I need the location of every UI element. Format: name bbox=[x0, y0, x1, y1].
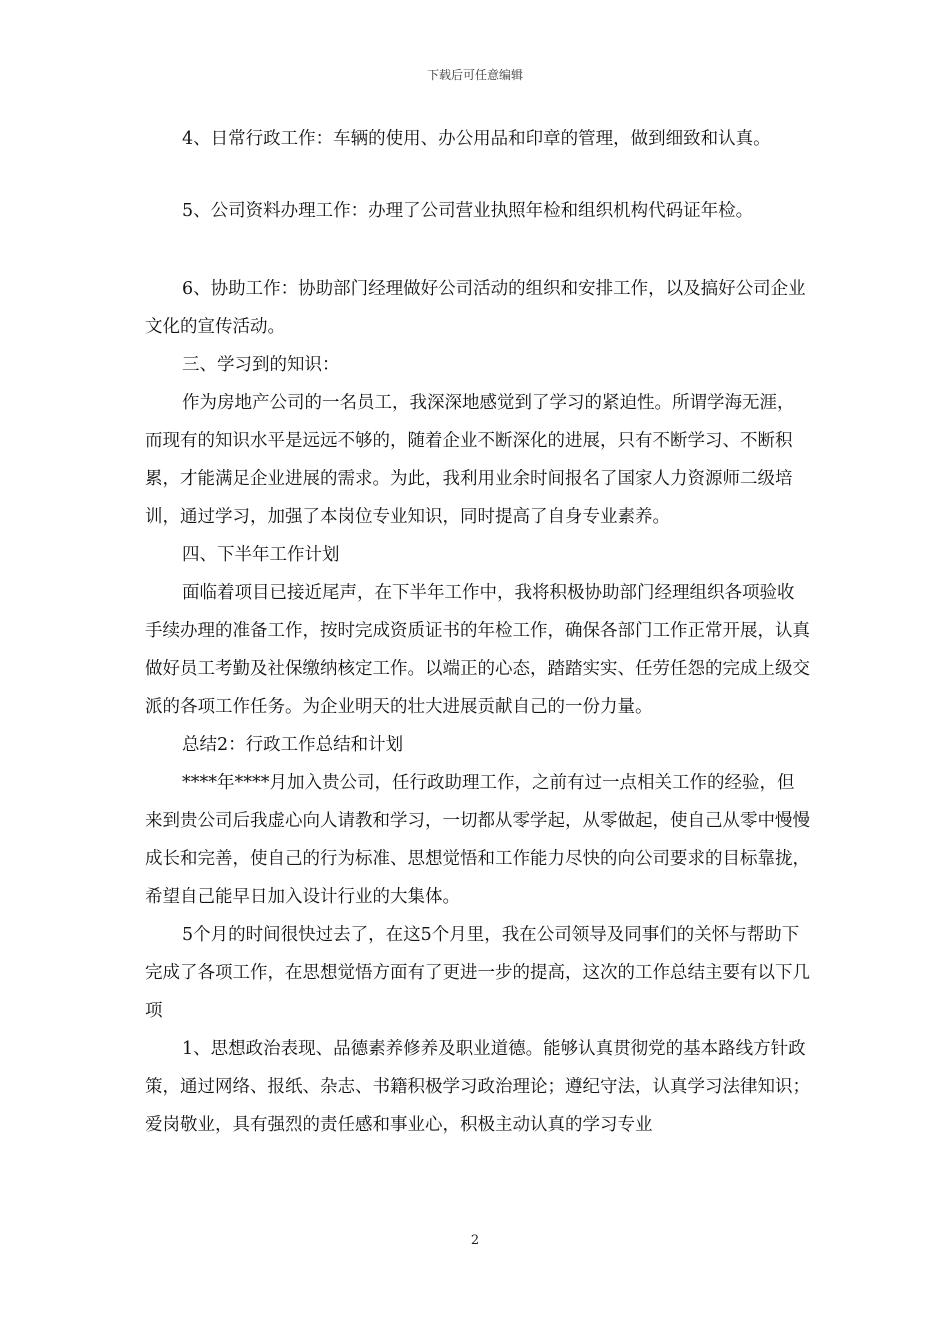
paragraph: 6、协助工作：协助部门经理做好公司活动的组织和安排工作，以及搞好公司企业文化的宣传活动。 bbox=[145, 279, 806, 337]
page-number: 2 bbox=[470, 1233, 480, 1248]
paragraph: 5个月的时间很快过去了，在这5个月里，我在公司领导及同事们的关怀与帮助下完成了各项工作，在思想觉悟方面有了更进一步的提高，这次的工作总结主要有以下几项 bbox=[145, 925, 810, 1021]
section-heading: 三、学习到的知识： bbox=[182, 355, 340, 375]
paragraph: 1、思想政治表现、品德素养修养及职业道德。能够认真贯彻党的基本路线方针政策，通过网络、报纸、杂志、书籍积极学习政治理论；遵纪守法，认真学习法律知识；爱岗敬业，具有强烈的责任感和事业心，积极主动认真的学习专业 bbox=[145, 1039, 810, 1135]
paragraph: 作为房地产公司的一名员工，我深深地感觉到了学习的紧迫性。所谓学海无涯，而现有的知识水平是远远不够的，随着企业不断深化的进展，只有不断学习、不断积累，才能满足企业进展的需求。为此，我利用业余时间报名了国家人力资源师二级培训，通过学习，加强了本岗位专业知识，同时提高了自身专业素养。 bbox=[145, 393, 795, 527]
paragraph: 面临着项目已接近尾声，在下半年工作中，我将积极协助部门经理组织各项验收手续办理的准备工作，按时完成资质证书的年检工作，确保各部门工作正常开展，认真做好员工考勤及社保缴纳核定工作。以端正的心态，踏踏实实、任劳任怨的完成上级交派的各项工作任务。为企业明天的壮大进展贡献自己的一份力量。 bbox=[145, 583, 810, 717]
section-heading: 四、下半年工作计划 bbox=[182, 545, 340, 565]
paragraph: 4、日常行政工作：车辆的使用、办公用品和印章的管理，做到细致和认真。 bbox=[182, 129, 771, 149]
paragraph: ****年****月加入贵公司，任行政助理工作，之前有过一点相关工作的经验，但来到贵公司后我虚心向人请教和学习，一切都从零学起，从零做起，使自己从零中慢慢成长和完善，使自己的行为标准、思想觉悟和工作能力尽快的向公司要求的目标靠拢，希望自己能早日加入设计行业的大集体。 bbox=[145, 773, 810, 907]
section-heading: 总结2：行政工作总结和计划 bbox=[182, 735, 404, 755]
page-header: 下载后可任意编辑 bbox=[426, 68, 523, 82]
paragraph: 5、公司资料办理工作：办理了公司营业执照年检和组织机构代码证年检。 bbox=[182, 201, 754, 221]
document-body bbox=[145, 120, 810, 1144]
